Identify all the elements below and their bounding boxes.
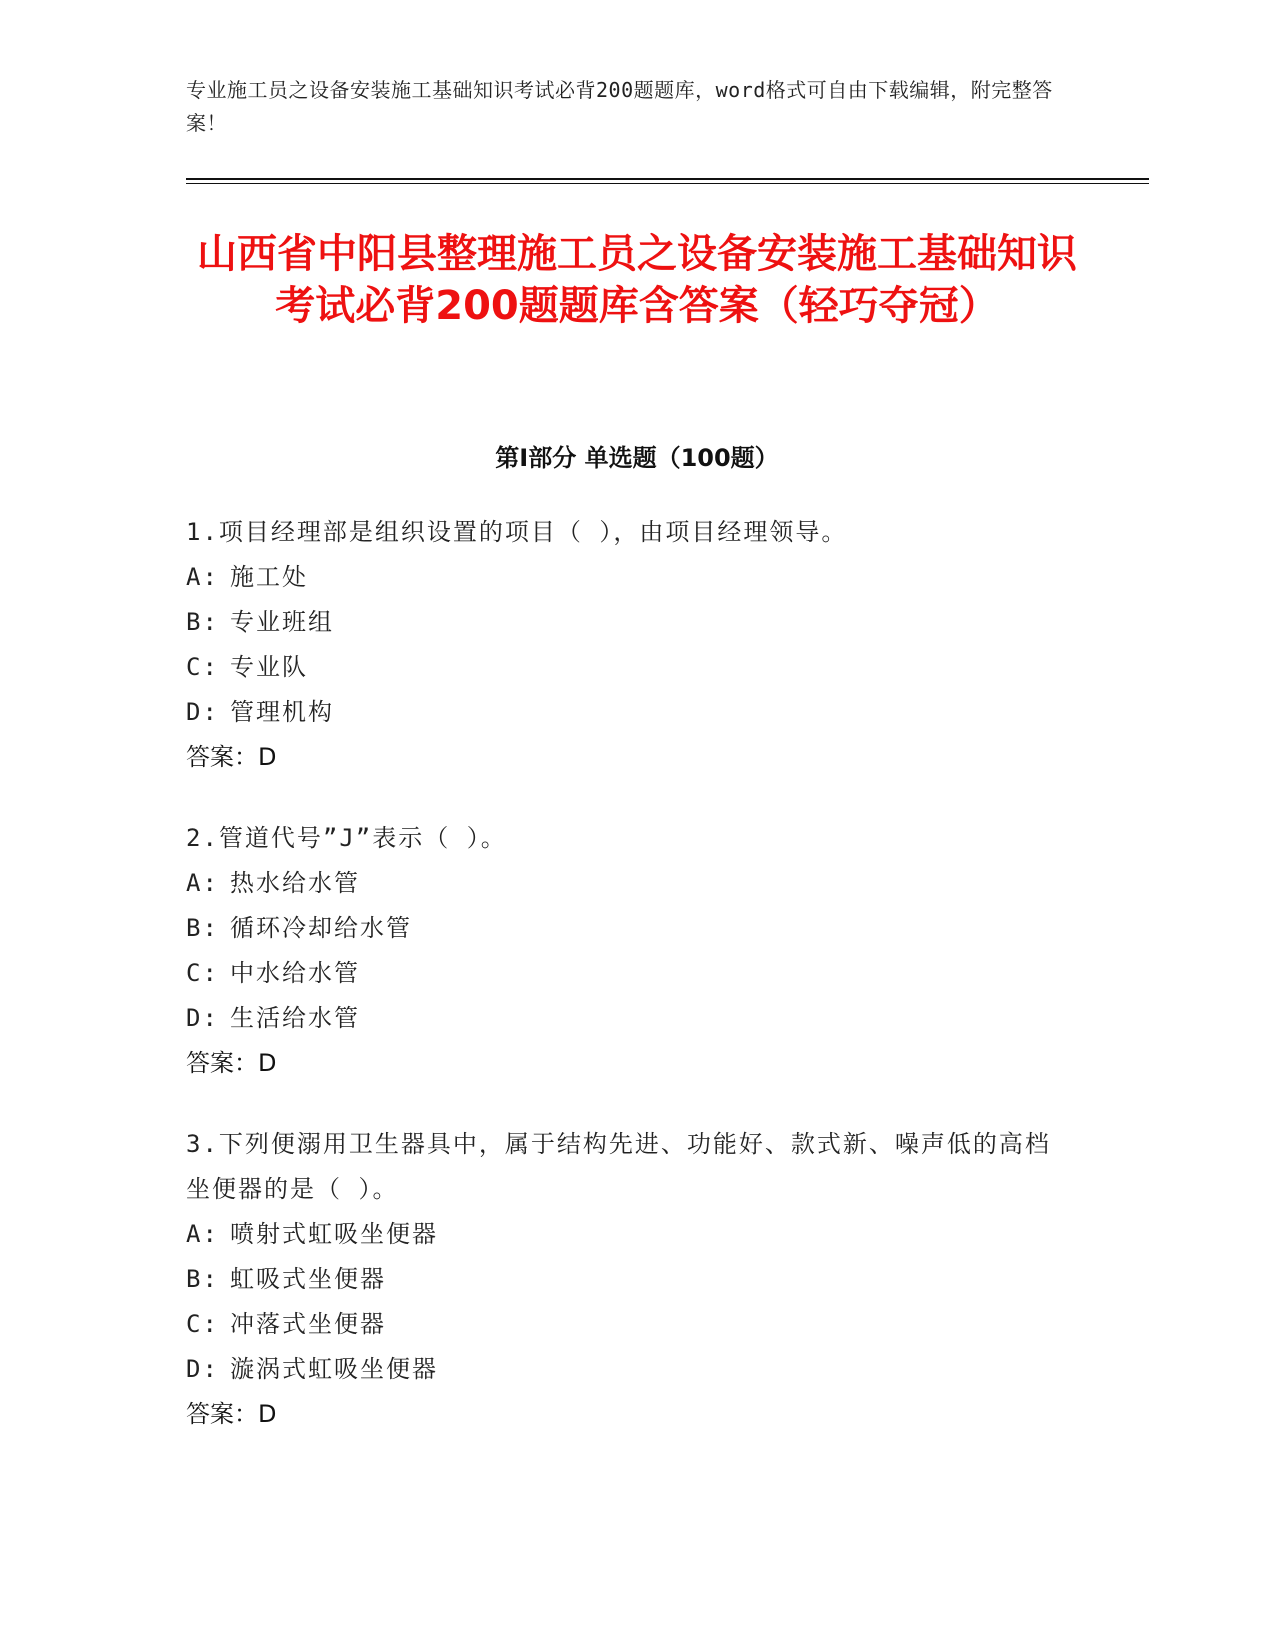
option-label: C: [186, 653, 219, 681]
question-block-2 [186, 816, 1066, 1086]
option-c [186, 1302, 1066, 1347]
option-text: 虹吸式坐便器 [230, 1265, 386, 1293]
option-label: A: [186, 563, 219, 591]
option-text: 喷射式虹吸坐便器 [230, 1220, 438, 1248]
option-d [186, 996, 1066, 1041]
option-label: B: [186, 1265, 219, 1293]
option-label: D: [186, 1355, 219, 1383]
question-text: 1.项目经理部是组织设置的项目（ ），由项目经理领导。 [186, 518, 848, 546]
option-d [186, 1347, 1066, 1392]
answer-line: 答案：D [186, 1049, 277, 1077]
option-text: 中水给水管 [230, 959, 360, 987]
header-divider-thin [186, 183, 1149, 184]
option-text: 热水给水管 [230, 869, 360, 897]
option-a [186, 861, 1066, 906]
answer-line: 答案：D [186, 743, 277, 771]
option-a [186, 1212, 1066, 1257]
option-text: 漩涡式虹吸坐便器 [230, 1355, 438, 1383]
option-b [186, 1257, 1066, 1302]
question-text: 2.管道代号”J”表示（ ）。 [186, 824, 507, 852]
question-block-3 [186, 1122, 1066, 1437]
option-c [186, 951, 1066, 996]
option-text: 专业班组 [230, 608, 334, 636]
option-text: 冲落式坐便器 [230, 1310, 386, 1338]
header-note: 专业施工员之设备安装施工基础知识考试必背200题题库，word格式可自由下载编辑，附完整答案！ [186, 78, 1053, 135]
option-a [186, 555, 1066, 600]
option-label: C: [186, 959, 219, 987]
option-d [186, 690, 1066, 735]
option-label: D: [186, 698, 219, 726]
section-heading: 第I部分 单选题（100题） [495, 444, 779, 472]
option-label: A: [186, 869, 219, 897]
option-b [186, 906, 1066, 951]
header-divider-thick [186, 178, 1149, 180]
option-b [186, 600, 1066, 645]
option-label: B: [186, 608, 219, 636]
option-c [186, 645, 1066, 690]
question-block-1 [186, 510, 1066, 780]
option-text: 管理机构 [230, 698, 334, 726]
question-text: 3.下列便溺用卫生器具中，属于结构先进、功能好、款式新、噪声低的高档坐便器的是（ ）。 [186, 1130, 1051, 1203]
option-text: 施工处 [230, 563, 308, 591]
option-text: 循环冷却给水管 [230, 914, 412, 942]
option-text: 生活给水管 [230, 1004, 360, 1032]
option-label: A: [186, 1220, 219, 1248]
answer-line: 答案：D [186, 1400, 277, 1428]
option-label: C: [186, 1310, 219, 1338]
option-text: 专业队 [230, 653, 308, 681]
document-title: 山西省中阳县整理施工员之设备安装施工基础知识考试必背200题题库含答案（轻巧夺冠） [197, 231, 1077, 329]
option-label: B: [186, 914, 219, 942]
option-label: D: [186, 1004, 219, 1032]
